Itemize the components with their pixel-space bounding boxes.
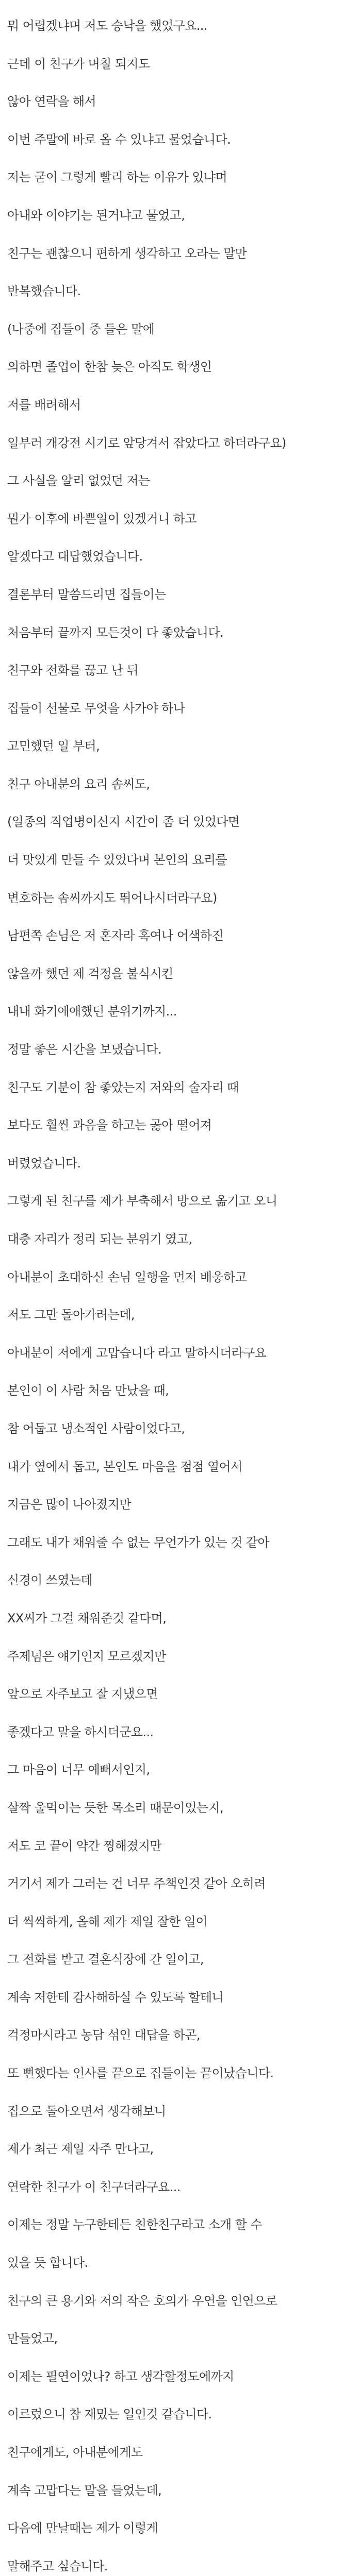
body-line: 살짝 울먹이는 듯한 목소리 때문이었는지,: [7, 1800, 224, 1815]
body-line: 본인이 이 사람 처음 만났을 때,: [7, 1383, 169, 1398]
body-line: 계속 고맙다는 말을 들었는데,: [7, 2483, 162, 2498]
body-line: 내내 화기애애했던 분위기까지...: [7, 1004, 177, 1019]
body-line: 그래도 내가 채워줄 수 없는 무언가가 있는 것 같아: [7, 1535, 269, 1550]
body-line: 친구의 큰 용기와 저의 작은 호의가 우연을 인연으로: [7, 2293, 277, 2308]
body-line: 저도 코 끝이 약간 찡해졌지만: [7, 1838, 162, 1853]
body-line: 그 전화를 받고 결혼식장에 간 일이고,: [7, 1952, 204, 1967]
body-line: 주제넘은 얘기인지 모르겠지만: [7, 1649, 166, 1664]
body-line: 연락한 친구가 이 친구더라구요...: [7, 2179, 181, 2194]
body-line: 정말 좋은 시간을 보냈습니다.: [7, 1042, 162, 1057]
body-line: 반복했습니다.: [7, 284, 81, 299]
body-line: 또 뻔했다는 인사를 끝으로 집들이는 끝이났습니다.: [7, 2066, 274, 2081]
body-line: 이번 주말에 바로 올 수 있냐고 물었습니다.: [7, 132, 231, 147]
body-line: 더 맛있게 만들 수 있었다며 본인의 요리를: [7, 853, 227, 868]
body-line: 만들었고,: [7, 2331, 58, 2346]
body-line: 친구도 기분이 참 좋았는지 저와의 술자리 때: [7, 1080, 239, 1095]
body-line: 걱정마시라고 농담 섞인 대답을 하곤,: [7, 2028, 200, 2043]
body-line: 이르렀으니 참 재밌는 일인것 같습니다.: [7, 2407, 212, 2422]
body-line: 저를 배려해서: [7, 397, 81, 412]
body-line: 알겠다고 대답했었습니다.: [7, 549, 143, 564]
body-line: 의하면 졸업이 한참 늦은 아직도 학생인: [7, 360, 212, 375]
body-line: 있을 듯 합니다.: [7, 2256, 88, 2270]
body-line: 내가 옆에서 돕고, 본인도 마음을 점점 열어서: [7, 1459, 242, 1474]
body-line: 결론부터 말씀드리면 집들이는: [7, 587, 166, 602]
body-line: 남편쪽 손님은 저 혼자라 혹여나 어색하진: [7, 928, 224, 943]
body-line: 보다도 훨씬 과음을 하고는 곯아 떨어져: [7, 1118, 212, 1133]
body-line: 더 씩씩하게, 올해 제가 제일 잘한 일이: [7, 1914, 207, 1929]
body-line: 않아 연락을 해서: [7, 94, 96, 109]
body-line: 그렇게 된 친구를 제가 부축해서 방으로 옮기고 오니: [7, 1194, 277, 1209]
body-line: 신경이 쓰였는데: [7, 1573, 93, 1588]
body-line: 집들이 선물로 무엇을 사가야 하나: [7, 701, 185, 716]
body-line: 아내분이 초대하신 손님 일행을 먼저 배웅하고: [7, 1269, 247, 1284]
body-line: 참 어둡고 냉소적인 사람이었다고,: [7, 1421, 185, 1436]
body-line: 근데 이 친구가 며칠 되지도: [7, 56, 150, 71]
body-line: 아내와 이야기는 된거냐고 물었고,: [7, 208, 185, 223]
body-line: 버렸었습니다.: [7, 1156, 81, 1171]
body-line: 다음에 만날때는 제가 이렇게: [7, 2521, 158, 2536]
body-line: 않을까 했던 제 걱정을 불식시킨: [7, 966, 173, 981]
body-line: 친구에게도, 아내분에게도: [7, 2445, 143, 2460]
body-line: 집으로 돌아오면서 생각해보니: [7, 2104, 166, 2119]
body-line: 앞으로 자주보고 잘 지냈으면: [7, 1687, 158, 1702]
body-line: 친구와 전화를 끊고 난 뒤: [7, 663, 138, 678]
body-line: 처음부터 끝까지 모든것이 다 좋았습니다.: [7, 625, 224, 640]
body-line: XX씨가 그걸 채워준것 같다며,: [7, 1611, 167, 1625]
body-line: 대충 자리가 정리 되는 분위기 였고,: [7, 1232, 192, 1246]
body-line: 계속 저한테 감사해하실 수 있도록 할테니: [7, 1990, 224, 2005]
body-line: 이제는 필연이었나? 하고 생각할정도에까지: [7, 2369, 234, 2384]
body-line: 좋겠다고 말을 하시더군요...: [7, 1724, 154, 1739]
body-line: (나중에 집들이 중 들은 말에: [7, 321, 155, 336]
body-line: 아내분이 저에게 고맙습니다 라고 말하시더라구요: [7, 1345, 267, 1360]
body-line: 저도 그만 돌아가려는데,: [7, 1308, 135, 1323]
body-line: 고민했던 일 부터,: [7, 739, 100, 754]
body-line: 그 마음이 너무 예뻐서인지,: [7, 1762, 150, 1777]
body-line: 일부러 개강전 시기로 앞당겨서 잡았다고 하더라구요): [7, 435, 286, 450]
body-line: 말해주고 싶습니다.: [7, 2558, 108, 2573]
body-line: 이제는 정말 누구한테든 친한친구라고 소개 할 수: [7, 2217, 262, 2232]
body-line: 저는 굳이 그렇게 빨리 하는 이유가 있냐며: [7, 170, 227, 185]
body-line: 뭔가 이후에 바쁜일이 있겠거니 하고: [7, 511, 196, 526]
body-line: 제가 최근 제일 자주 만나고,: [7, 2142, 154, 2157]
body-line: 변호하는 솜씨까지도 뛰어나시더라구요): [7, 890, 217, 905]
body-line: 친구는 괜찮으니 편하게 생각하고 오라는 말만: [7, 246, 247, 261]
body-line: 지금은 많이 나아졌지만: [7, 1497, 131, 1512]
body-line: (일종의 직업병이신지 시간이 좀 더 있었다면: [7, 815, 240, 829]
body-line: 뭐 어렵겠냐며 저도 승낙을 했었구요...: [7, 19, 207, 33]
body-line: 그 사실을 알리 없었던 저는: [7, 473, 150, 488]
body-line: 거기서 제가 그러는 건 너무 주책인것 같아 오히려: [7, 1876, 266, 1891]
body-line: 친구 아내분의 요리 솜씨도,: [7, 776, 150, 791]
